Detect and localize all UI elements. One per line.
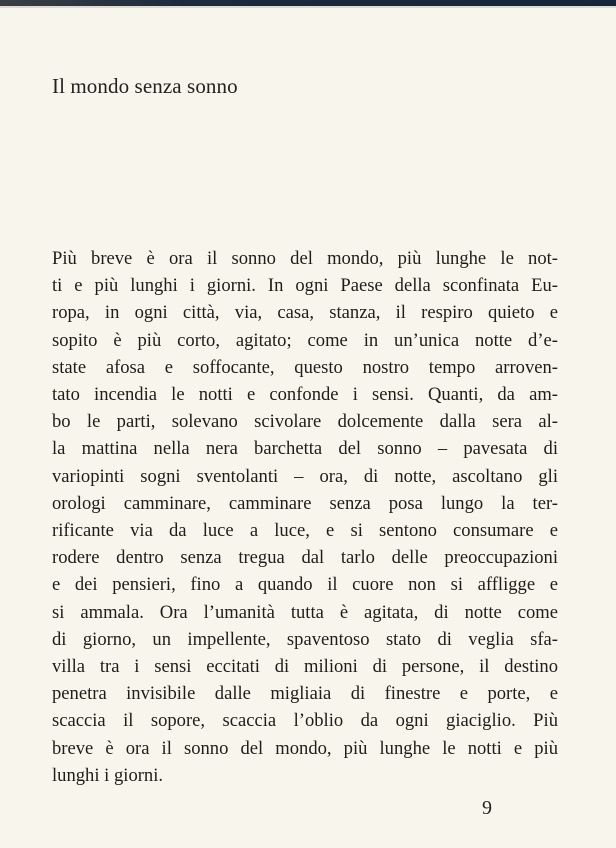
text-line: villa tra i sensi eccitati di milioni di persone, il destino [52, 656, 558, 678]
chapter-title: Il mondo senza sonno [52, 74, 238, 98]
text-line: ropa, in ogni città, via, casa, stanza, il respiro quieto e [52, 302, 558, 324]
text-line: penetra invisibile dalle migliaia di finestre e porte, e [52, 683, 558, 705]
page-number: 9 [482, 797, 492, 819]
text-line: breve è ora il sonno del mondo, più lunghe le notti e più [52, 737, 558, 759]
body-paragraph [52, 245, 558, 789]
text-line: scaccia il sopore, scaccia l’oblio da ogni giaciglio. Più [52, 710, 558, 732]
text-line: di giorno, un impellente, spaventoso stato di veglia sfa- [52, 628, 558, 650]
text-line: sopito è più corto, agitato; come in un’unica notte d’e- [52, 329, 558, 351]
text-line: rodere dentro senza tregua dal tarlo delle preoccupazioni [52, 547, 558, 569]
text-line: orologi camminare, camminare senza posa lungo la ter- [52, 492, 558, 514]
text-line: state afosa e soffocante, questo nostro tempo arroven- [52, 356, 558, 378]
text-line: la mattina nella nera barchetta del sonno – pavesata di [52, 438, 558, 460]
text-line: e dei pensieri, fino a quando il cuore non si affligge e [52, 574, 558, 596]
text-line: ti e più lunghi i giorni. In ogni Paese della sconfinata Eu- [52, 275, 558, 297]
text-line: si ammala. Ora l’umanità tutta è agitata, di notte come [52, 601, 558, 623]
text-line: bo le parti, solevano scivolare dolcemente dalla sera al- [52, 411, 558, 433]
text-line: variopinti sogni sventolanti – ora, di notte, ascoltano gli [52, 465, 558, 487]
text-line: tato incendia le notti e confonde i sensi. Quanti, da am- [52, 384, 558, 406]
text-line: Più breve è ora il sonno del mondo, più lunghe le not- [52, 248, 558, 269]
text-line: rificante via da luce a luce, e si sentono consumare e [52, 520, 558, 542]
text-line-last: lunghi i giorni. [52, 764, 164, 786]
